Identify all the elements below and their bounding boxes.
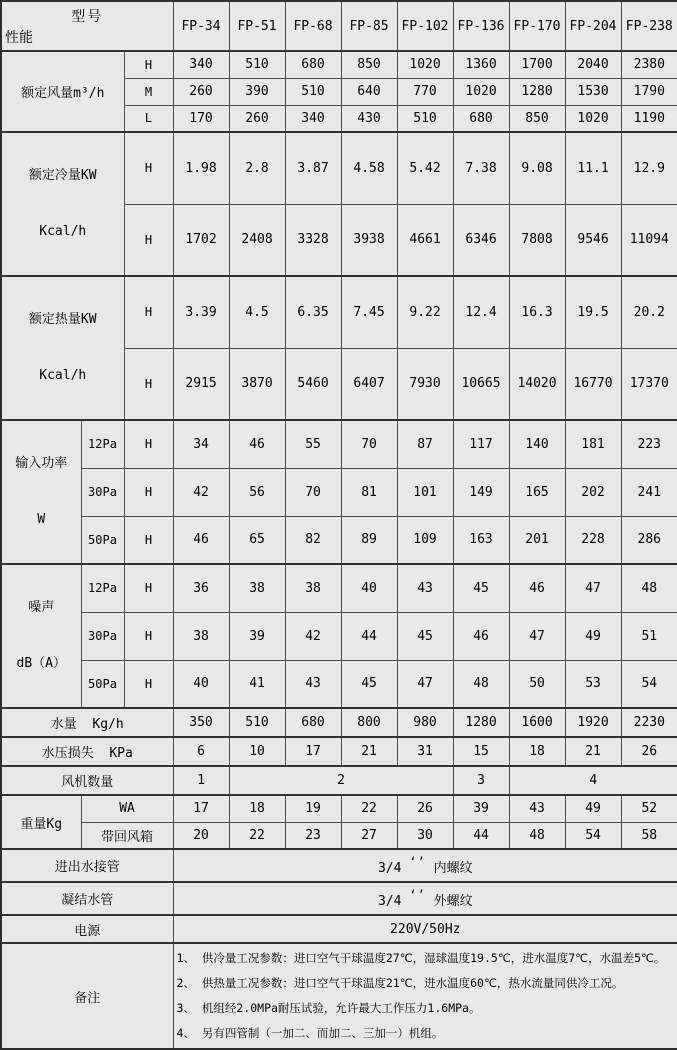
value-cell: 850 <box>509 105 565 132</box>
speed-label: H <box>124 516 173 564</box>
value-cell: 6346 <box>453 204 509 276</box>
value-cell: 16.3 <box>509 276 565 348</box>
inch-marks: ‘’ <box>409 888 426 902</box>
static-pressure-label: 12Pa <box>81 564 124 612</box>
value-cell: 54 <box>565 822 621 849</box>
value-cell: 7808 <box>509 204 565 276</box>
pipe-size: 3/4 <box>377 861 402 876</box>
static-pressure-label: 30Pa <box>81 468 124 516</box>
value-cell: 4.5 <box>229 276 285 348</box>
value-cell: 38 <box>173 612 229 660</box>
power-supply-value: 220V/50Hz <box>173 915 677 943</box>
power-label: 输入功率 <box>15 456 68 471</box>
value-cell: 202 <box>565 468 621 516</box>
value-cell: 1920 <box>565 708 621 737</box>
value-cell: 14020 <box>509 348 565 420</box>
value-cell: 340 <box>173 51 229 78</box>
value-cell: 40 <box>341 564 397 612</box>
value-cell: 4661 <box>397 204 453 276</box>
value-cell: 45 <box>453 564 509 612</box>
value-cell: 1280 <box>509 78 565 105</box>
value-cell: 390 <box>229 78 285 105</box>
speed-label: H <box>124 204 173 276</box>
value-cell: 1700 <box>509 51 565 78</box>
remark-line: 4、 另有四管制（一加二、而加二、三加一）机组。 <box>176 1026 444 1040</box>
value-cell: 980 <box>397 708 453 737</box>
model-header: FP-68 <box>285 1 341 51</box>
value-cell: 22 <box>341 795 397 822</box>
value-cell: 1020 <box>453 78 509 105</box>
value-cell: 3.87 <box>285 132 341 204</box>
value-cell: 18 <box>229 795 285 822</box>
value-cell: 81 <box>341 468 397 516</box>
value-cell: 47 <box>509 612 565 660</box>
heating-kw-label: 额定热量KW <box>28 312 97 327</box>
value-cell: 47 <box>397 660 453 708</box>
value-cell: 19.5 <box>565 276 621 348</box>
value-cell: 101 <box>397 468 453 516</box>
value-cell: 3870 <box>229 348 285 420</box>
value-cell: 87 <box>397 420 453 468</box>
remark-line: 2、 供热量工况参数：进口空气干球温度21℃，进水温度60℃，热水流量同供冷工况。 <box>176 976 624 990</box>
speed-label: H <box>124 276 173 348</box>
row-label-remarks: 备注 <box>1 943 173 1049</box>
value-cell: 1702 <box>173 204 229 276</box>
value-cell: 1280 <box>453 708 509 737</box>
noise-label: 噪声 <box>28 600 55 615</box>
value-cell: 44 <box>453 822 509 849</box>
speed-label: H <box>124 420 173 468</box>
model-header: FP-238 <box>621 1 677 51</box>
value-cell: 38 <box>229 564 285 612</box>
value-cell: 65 <box>229 516 285 564</box>
value-cell: 5.42 <box>397 132 453 204</box>
value-cell: 117 <box>453 420 509 468</box>
value-cell: 45 <box>397 612 453 660</box>
value-cell: 26 <box>397 795 453 822</box>
remark-line: 1、 供冷量工况参数：进口空气干球温度27℃，湿球温度19.5℃，进水温度7℃，水温差5℃。 <box>176 951 666 965</box>
value-cell: 16770 <box>565 348 621 420</box>
noise-unit-label: dB（A） <box>16 656 66 671</box>
value-cell: 53 <box>565 660 621 708</box>
weight-variant-label: WA <box>81 795 173 822</box>
static-pressure-label: 50Pa <box>81 660 124 708</box>
value-cell: 48 <box>509 822 565 849</box>
value-cell: 46 <box>173 516 229 564</box>
value-cell: 770 <box>397 78 453 105</box>
value-cell: 9.22 <box>397 276 453 348</box>
value-cell: 43 <box>397 564 453 612</box>
value-cell: 22 <box>229 822 285 849</box>
speed-label: H <box>124 468 173 516</box>
value-cell: 165 <box>509 468 565 516</box>
value-cell: 18 <box>509 737 565 766</box>
value-cell: 680 <box>285 51 341 78</box>
model-header: FP-204 <box>565 1 621 51</box>
value-cell: 680 <box>453 105 509 132</box>
value-cell: 1020 <box>565 105 621 132</box>
speed-label: H <box>124 51 173 78</box>
value-cell: 7.38 <box>453 132 509 204</box>
value-cell: 45 <box>341 660 397 708</box>
condensate-pipe-value <box>173 882 677 915</box>
value-cell: 19 <box>285 795 341 822</box>
model-header: FP-51 <box>229 1 285 51</box>
value-cell: 5460 <box>285 348 341 420</box>
row-label-condensate-pipe: 凝结水管 <box>1 882 173 915</box>
value-cell: 30 <box>397 822 453 849</box>
model-header: FP-102 <box>397 1 453 51</box>
row-label-water-pipe: 进出水接管 <box>1 849 173 882</box>
value-cell: 70 <box>341 420 397 468</box>
value-cell: 42 <box>285 612 341 660</box>
value-cell: 1 <box>173 766 229 795</box>
heating-kcal-label: Kcal/h <box>39 368 87 383</box>
value-cell: 350 <box>173 708 229 737</box>
value-cell: 89 <box>341 516 397 564</box>
value-cell: 42 <box>173 468 229 516</box>
speed-label: H <box>124 564 173 612</box>
value-cell: 340 <box>285 105 341 132</box>
value-cell: 58 <box>621 822 677 849</box>
cooling-kw-label: 额定冷量KW <box>28 168 97 183</box>
corner-cell <box>1 1 173 51</box>
value-cell: 170 <box>173 105 229 132</box>
cooling-kcal-label: Kcal/h <box>39 224 87 239</box>
value-cell: 55 <box>285 420 341 468</box>
model-header: FP-85 <box>341 1 397 51</box>
value-cell: 27 <box>341 822 397 849</box>
thread-type: 外螺纹 <box>433 894 473 909</box>
value-cell: 34 <box>173 420 229 468</box>
value-cell: 223 <box>621 420 677 468</box>
value-cell: 43 <box>509 795 565 822</box>
static-pressure-label: 50Pa <box>81 516 124 564</box>
section-label-heating <box>1 276 124 420</box>
value-cell: 17370 <box>621 348 677 420</box>
value-cell: 430 <box>341 105 397 132</box>
row-label-power-supply: 电源 <box>1 915 173 943</box>
value-cell: 3328 <box>285 204 341 276</box>
corner-model-label: 型号 <box>71 9 104 25</box>
value-cell: 41 <box>229 660 285 708</box>
value-cell: 510 <box>285 78 341 105</box>
value-cell: 47 <box>565 564 621 612</box>
value-cell: 44 <box>341 612 397 660</box>
section-label-cooling <box>1 132 124 276</box>
value-cell: 1190 <box>621 105 677 132</box>
value-cell: 510 <box>229 51 285 78</box>
speed-label: H <box>124 348 173 420</box>
section-label-noise <box>1 564 81 708</box>
value-cell: 11094 <box>621 204 677 276</box>
value-cell: 1600 <box>509 708 565 737</box>
value-cell: 1530 <box>565 78 621 105</box>
value-cell: 1020 <box>397 51 453 78</box>
value-cell: 800 <box>341 708 397 737</box>
value-cell: 2040 <box>565 51 621 78</box>
value-cell: 52 <box>621 795 677 822</box>
value-cell: 12.4 <box>453 276 509 348</box>
value-cell: 31 <box>397 737 453 766</box>
section-label-weight: 重量Kg <box>1 795 81 849</box>
value-cell: 3.39 <box>173 276 229 348</box>
value-cell: 4 <box>509 766 677 795</box>
value-cell: 181 <box>565 420 621 468</box>
water-pipe-value <box>173 849 677 882</box>
value-cell: 201 <box>509 516 565 564</box>
static-pressure-label: 30Pa <box>81 612 124 660</box>
section-label-airflow: 额定风量m³/h <box>1 51 124 132</box>
value-cell: 850 <box>341 51 397 78</box>
value-cell: 17 <box>173 795 229 822</box>
speed-label: H <box>124 660 173 708</box>
value-cell: 49 <box>565 795 621 822</box>
row-label-fan-count: 风机数量 <box>1 766 173 795</box>
corner-wrap <box>2 2 173 50</box>
value-cell: 2230 <box>621 708 677 737</box>
value-cell: 9.08 <box>509 132 565 204</box>
value-cell: 163 <box>453 516 509 564</box>
power-unit-label: W <box>37 512 46 527</box>
value-cell: 2915 <box>173 348 229 420</box>
value-cell: 260 <box>173 78 229 105</box>
section-label-power <box>1 420 81 564</box>
value-cell: 1.98 <box>173 132 229 204</box>
speed-label: H <box>124 612 173 660</box>
value-cell: 6407 <box>341 348 397 420</box>
value-cell: 241 <box>621 468 677 516</box>
value-cell: 6.35 <box>285 276 341 348</box>
value-cell: 39 <box>229 612 285 660</box>
value-cell: 48 <box>621 564 677 612</box>
value-cell: 11.1 <box>565 132 621 204</box>
value-cell: 49 <box>565 612 621 660</box>
value-cell: 149 <box>453 468 509 516</box>
value-cell: 50 <box>509 660 565 708</box>
value-cell: 43 <box>285 660 341 708</box>
value-cell: 640 <box>341 78 397 105</box>
value-cell: 54 <box>621 660 677 708</box>
value-cell: 2408 <box>229 204 285 276</box>
value-cell: 510 <box>397 105 453 132</box>
value-cell: 38 <box>285 564 341 612</box>
value-cell: 10665 <box>453 348 509 420</box>
value-cell: 3938 <box>341 204 397 276</box>
model-header: FP-170 <box>509 1 565 51</box>
model-header: FP-136 <box>453 1 509 51</box>
value-cell: 2.8 <box>229 132 285 204</box>
value-cell: 20.2 <box>621 276 677 348</box>
value-cell: 7930 <box>397 348 453 420</box>
value-cell: 286 <box>621 516 677 564</box>
value-cell: 40 <box>173 660 229 708</box>
value-cell: 2380 <box>621 51 677 78</box>
model-header: FP-34 <box>173 1 229 51</box>
pipe-size: 3/4 <box>377 894 402 909</box>
row-label-water-flow: 水量 Kg/h <box>1 708 173 737</box>
corner-performance-label: 性能 <box>5 30 33 46</box>
value-cell: 21 <box>565 737 621 766</box>
value-cell: 6 <box>173 737 229 766</box>
value-cell: 51 <box>621 612 677 660</box>
value-cell: 1790 <box>621 78 677 105</box>
value-cell: 23 <box>285 822 341 849</box>
value-cell: 140 <box>509 420 565 468</box>
speed-label: M <box>124 78 173 105</box>
value-cell: 82 <box>285 516 341 564</box>
value-cell: 1360 <box>453 51 509 78</box>
value-cell: 46 <box>453 612 509 660</box>
value-cell: 680 <box>285 708 341 737</box>
value-cell: 70 <box>285 468 341 516</box>
remark-line: 3、 机组经2.0MPa耐压试验，允许最大工作压力1.6MPa。 <box>176 1001 481 1015</box>
value-cell: 39 <box>453 795 509 822</box>
value-cell: 7.45 <box>341 276 397 348</box>
weight-variant-label: 带回风箱 <box>81 822 173 849</box>
thread-type: 内螺纹 <box>433 861 473 876</box>
value-cell: 109 <box>397 516 453 564</box>
value-cell: 17 <box>285 737 341 766</box>
speed-label: L <box>124 105 173 132</box>
value-cell: 10 <box>229 737 285 766</box>
value-cell: 510 <box>229 708 285 737</box>
value-cell: 26 <box>621 737 677 766</box>
inch-marks: ‘’ <box>409 855 426 869</box>
value-cell: 46 <box>509 564 565 612</box>
value-cell: 21 <box>341 737 397 766</box>
value-cell: 4.58 <box>341 132 397 204</box>
remarks-content <box>173 943 677 1049</box>
value-cell: 9546 <box>565 204 621 276</box>
value-cell: 46 <box>229 420 285 468</box>
speed-label: H <box>124 132 173 204</box>
value-cell: 56 <box>229 468 285 516</box>
value-cell: 36 <box>173 564 229 612</box>
value-cell: 228 <box>565 516 621 564</box>
value-cell: 2 <box>229 766 453 795</box>
value-cell: 3 <box>453 766 509 795</box>
value-cell: 48 <box>453 660 509 708</box>
value-cell: 12.9 <box>621 132 677 204</box>
static-pressure-label: 12Pa <box>81 420 124 468</box>
value-cell: 260 <box>229 105 285 132</box>
value-cell: 15 <box>453 737 509 766</box>
value-cell: 20 <box>173 822 229 849</box>
row-label-pressure-loss: 水压损失 KPa <box>1 737 173 766</box>
